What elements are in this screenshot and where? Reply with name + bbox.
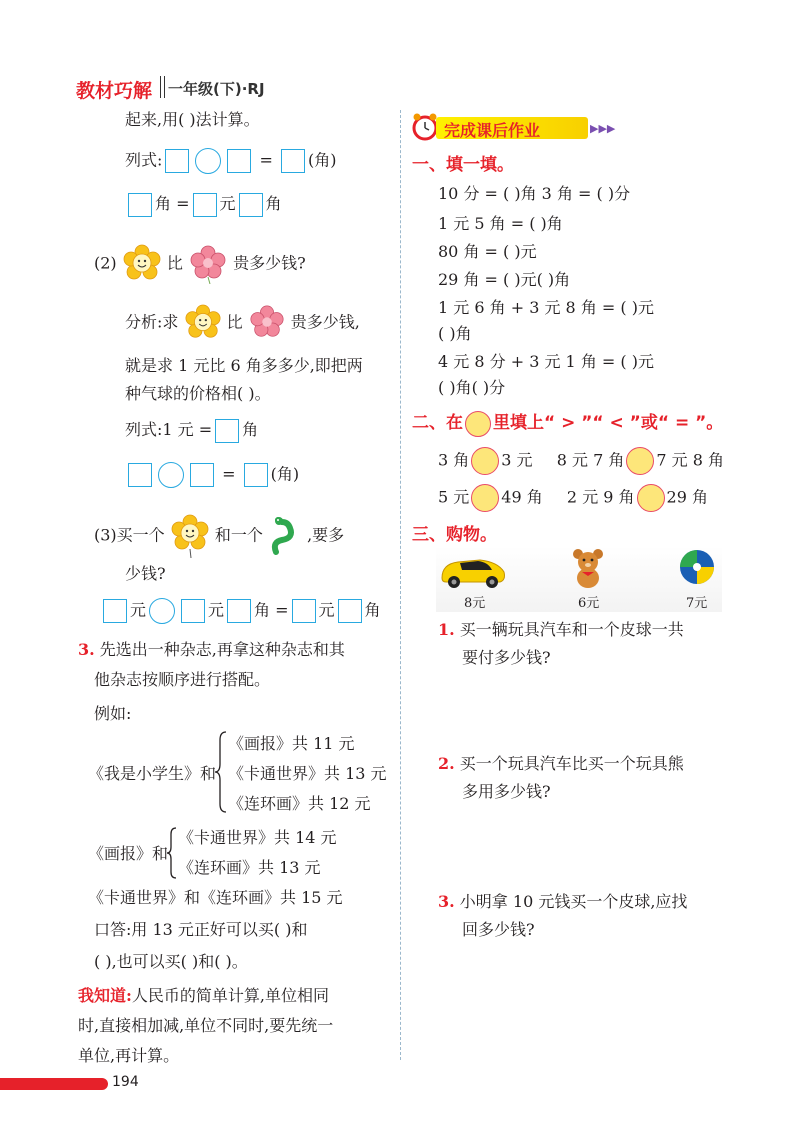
lieshi-row-2 <box>125 418 258 443</box>
unit-jiao: 角 <box>364 600 381 620</box>
unit-yuan: 元 <box>219 194 236 213</box>
compare-circle[interactable] <box>626 447 654 475</box>
answer-box[interactable] <box>181 599 205 623</box>
answer-box[interactable] <box>190 463 214 487</box>
calc-row-2 <box>125 462 299 488</box>
kouda-line-1: 口答:用 13 元正好可以买( )和 <box>94 920 308 939</box>
shop-q1-number: 1. <box>438 620 455 639</box>
fill-row-4: 29 角 = ( )元( )角 <box>438 270 571 289</box>
compare-circle[interactable] <box>637 484 665 512</box>
convert-row <box>125 192 282 217</box>
yellow-flower-balloon-icon <box>184 304 222 342</box>
q2-row <box>94 244 306 284</box>
toy-bear-icon <box>570 548 606 590</box>
homework-banner <box>410 112 616 142</box>
fill-row-7: 4 元 8 分 + 3 元 1 角 = ( )元 <box>438 352 654 371</box>
unit-jiao: (角) <box>270 464 300 484</box>
answer-box[interactable] <box>128 193 152 217</box>
cmp-left: 3 角 <box>438 450 470 470</box>
operator-circle[interactable] <box>149 598 175 624</box>
gui-duo-text: 贵多少钱, <box>290 312 360 332</box>
shop-q1-line-2: 要付多少钱? <box>462 648 551 667</box>
answer-box[interactable] <box>103 599 127 623</box>
wozhidao-text: 人民币的简单计算,单位相同 <box>131 986 330 1005</box>
compare-circle-sample <box>465 411 491 437</box>
title-separator <box>160 76 165 98</box>
lieshi-label: 列式: <box>125 150 163 170</box>
fill-row-1: 10 分 = ( )角 3 角 = ( )分 <box>438 184 631 203</box>
jiushi-line: 就是求 1 元比 6 角多多少,即把两 <box>125 356 363 375</box>
item-3-number: 3. <box>78 640 95 659</box>
yao-duo-text: ,要多 <box>307 525 345 545</box>
section-1-title: 一、填一填。 <box>412 155 514 175</box>
column-divider <box>400 110 401 1060</box>
shaoqian-line: 少钱? <box>125 564 166 583</box>
compare-circle[interactable] <box>471 447 499 475</box>
equal-sign: = <box>222 464 236 484</box>
answer-box[interactable] <box>292 599 316 623</box>
yellow-flower-balloon-icon <box>122 244 162 284</box>
q3-row <box>94 514 344 558</box>
snake-balloon-icon <box>268 516 302 556</box>
cmp-left: 5 元 <box>438 487 470 507</box>
wozhidao-line-3: 单位,再计算。 <box>78 1046 180 1065</box>
fenxi-label: 分析:求 <box>125 312 179 332</box>
zhong-line: 种气球的价格相( )。 <box>125 384 271 403</box>
equal-sign: = <box>259 150 273 170</box>
brace-icon <box>166 826 178 880</box>
fill-row-5: 1 元 6 角 + 3 元 8 角 = ( )元 <box>438 298 654 317</box>
pink-flower-balloon-icon <box>188 244 228 284</box>
answer-box[interactable] <box>215 419 239 443</box>
shop-q1-line-1 <box>438 618 684 642</box>
cmp-right: 29 角 <box>666 487 708 507</box>
unit-jiao: 角 <box>242 420 259 439</box>
section-2-title <box>412 408 723 437</box>
mag1-opt-3: 《连环画》共 12 元 <box>228 794 371 813</box>
answer-box[interactable] <box>193 193 217 217</box>
answer-box[interactable] <box>244 463 268 487</box>
shop-q2-line-1 <box>438 752 684 776</box>
shop-q2-line-2: 多用多少钱? <box>462 782 551 801</box>
bi-text: 比 <box>166 253 183 273</box>
shop-q3-line-2: 回多少钱? <box>462 920 535 939</box>
mag1-left: 《我是小学生》和 <box>88 764 217 783</box>
compare-row-2 <box>438 484 708 512</box>
section-2-suffix: 里填上“ > ”“ < ”或“ = ”。 <box>493 413 724 433</box>
price-car: 8元 <box>464 596 486 611</box>
operator-circle[interactable] <box>158 462 184 488</box>
pink-flower-balloon-icon <box>248 304 286 342</box>
cmp-left: 8 元 7 角 <box>556 450 625 470</box>
answer-box[interactable] <box>338 599 362 623</box>
unit-jiao: 角 = <box>254 600 289 620</box>
unit-yuan: 元 <box>318 600 335 620</box>
mag2-opt-1: 《卡通世界》共 14 元 <box>178 828 337 847</box>
grade-label: 一年级(下)·RJ <box>168 80 265 98</box>
item-3-line-1 <box>78 638 345 662</box>
compare-circle[interactable] <box>471 484 499 512</box>
he-yige-text: 和一个 <box>214 525 263 545</box>
wozhidao-line-2: 时,直接相加减,单位不同时,要先统一 <box>78 1016 334 1035</box>
mag2-left: 《画报》和 <box>88 844 169 863</box>
operator-circle[interactable] <box>195 148 221 174</box>
compare-row-1 <box>438 447 724 475</box>
price-bear: 6元 <box>578 596 600 611</box>
item-3-text: 先选出一种杂志,再拿这种杂志和其 <box>99 640 345 659</box>
q3-label: (3)买一个 <box>94 525 165 545</box>
section-3-title: 三、购物。 <box>412 525 497 545</box>
fill-row-6: ( )角 <box>438 324 472 343</box>
unit-jiao-equal: 角 = <box>155 194 190 213</box>
section-2-prefix: 二、在 <box>412 413 463 433</box>
cmp-right: 7 元 8 角 <box>656 450 724 470</box>
item-3-line-2: 他杂志按顺序进行搭配。 <box>94 670 271 689</box>
shop-q3-line-1 <box>438 890 687 914</box>
unit-jiao: 角 <box>265 194 282 213</box>
brace-icon <box>214 730 228 814</box>
bi-text: 比 <box>226 312 243 332</box>
fill-row-8: ( )角( )分 <box>438 378 506 397</box>
cmp-left: 2 元 9 角 <box>566 487 635 507</box>
lieshi-row-1 <box>125 148 337 174</box>
shop-q3-text: 小明拿 10 元钱买一个皮球,应找 <box>459 892 688 911</box>
shop-panel <box>436 546 722 612</box>
answer-box[interactable] <box>227 599 251 623</box>
cmp-right: 49 角 <box>501 487 543 507</box>
toy-car-icon <box>438 550 508 590</box>
mag1-opt-2: 《卡通世界》共 13 元 <box>228 764 387 783</box>
wozhidao-line-1 <box>78 984 329 1008</box>
answer-box[interactable] <box>227 149 251 173</box>
book-title: 教材巧解 <box>76 80 153 102</box>
wozhidao-label: 我知道: <box>78 986 132 1005</box>
page-number: 194 <box>112 1074 139 1090</box>
shop-q2-text: 买一个玩具汽车比买一个玩具熊 <box>459 754 684 773</box>
ball-icon <box>678 548 716 586</box>
fill-row-2: 1 元 5 角 = ( )角 <box>438 214 563 233</box>
shop-q3-number: 3. <box>438 892 455 911</box>
lieshi-2-label: 列式:1 元 = <box>125 420 213 439</box>
left-line-1: 起来,用( )法计算。 <box>125 110 260 129</box>
fenxi-row <box>125 304 360 342</box>
unit-yuan: 元 <box>208 600 225 620</box>
shop-q1-text: 买一辆玩具汽车和一个皮球一共 <box>459 620 684 639</box>
shop-q2-number: 2. <box>438 754 455 773</box>
kouda-line-2: ( ),也可以买( )和( )。 <box>94 952 248 971</box>
unit-jiao: (角) <box>308 150 337 170</box>
answer-box[interactable] <box>165 149 189 173</box>
calc-row-3 <box>100 598 381 624</box>
mag3-line: 《卡通世界》和《连环画》共 15 元 <box>88 888 343 907</box>
answer-box[interactable] <box>281 149 305 173</box>
answer-box[interactable] <box>128 463 152 487</box>
banner-title: 完成课后作业 <box>444 121 541 140</box>
q2-label: (2) <box>94 253 117 273</box>
gui-duo-text: 贵多少钱? <box>233 253 306 273</box>
cmp-right: 3 元 <box>501 450 533 470</box>
mag2-opt-2: 《连环画》共 13 元 <box>178 858 321 877</box>
mag1-opt-1: 《画报》共 11 元 <box>228 734 355 753</box>
yellow-flower-balloon-icon <box>170 514 210 558</box>
liru-label: 例如: <box>94 704 132 723</box>
footer-bar <box>0 1078 108 1090</box>
arrow-icon: ▶▶▶ <box>590 122 616 135</box>
fill-row-3: 80 角 = ( )元 <box>438 242 537 261</box>
price-ball: 7元 <box>686 596 708 611</box>
unit-yuan: 元 <box>130 600 147 620</box>
answer-box[interactable] <box>239 193 263 217</box>
